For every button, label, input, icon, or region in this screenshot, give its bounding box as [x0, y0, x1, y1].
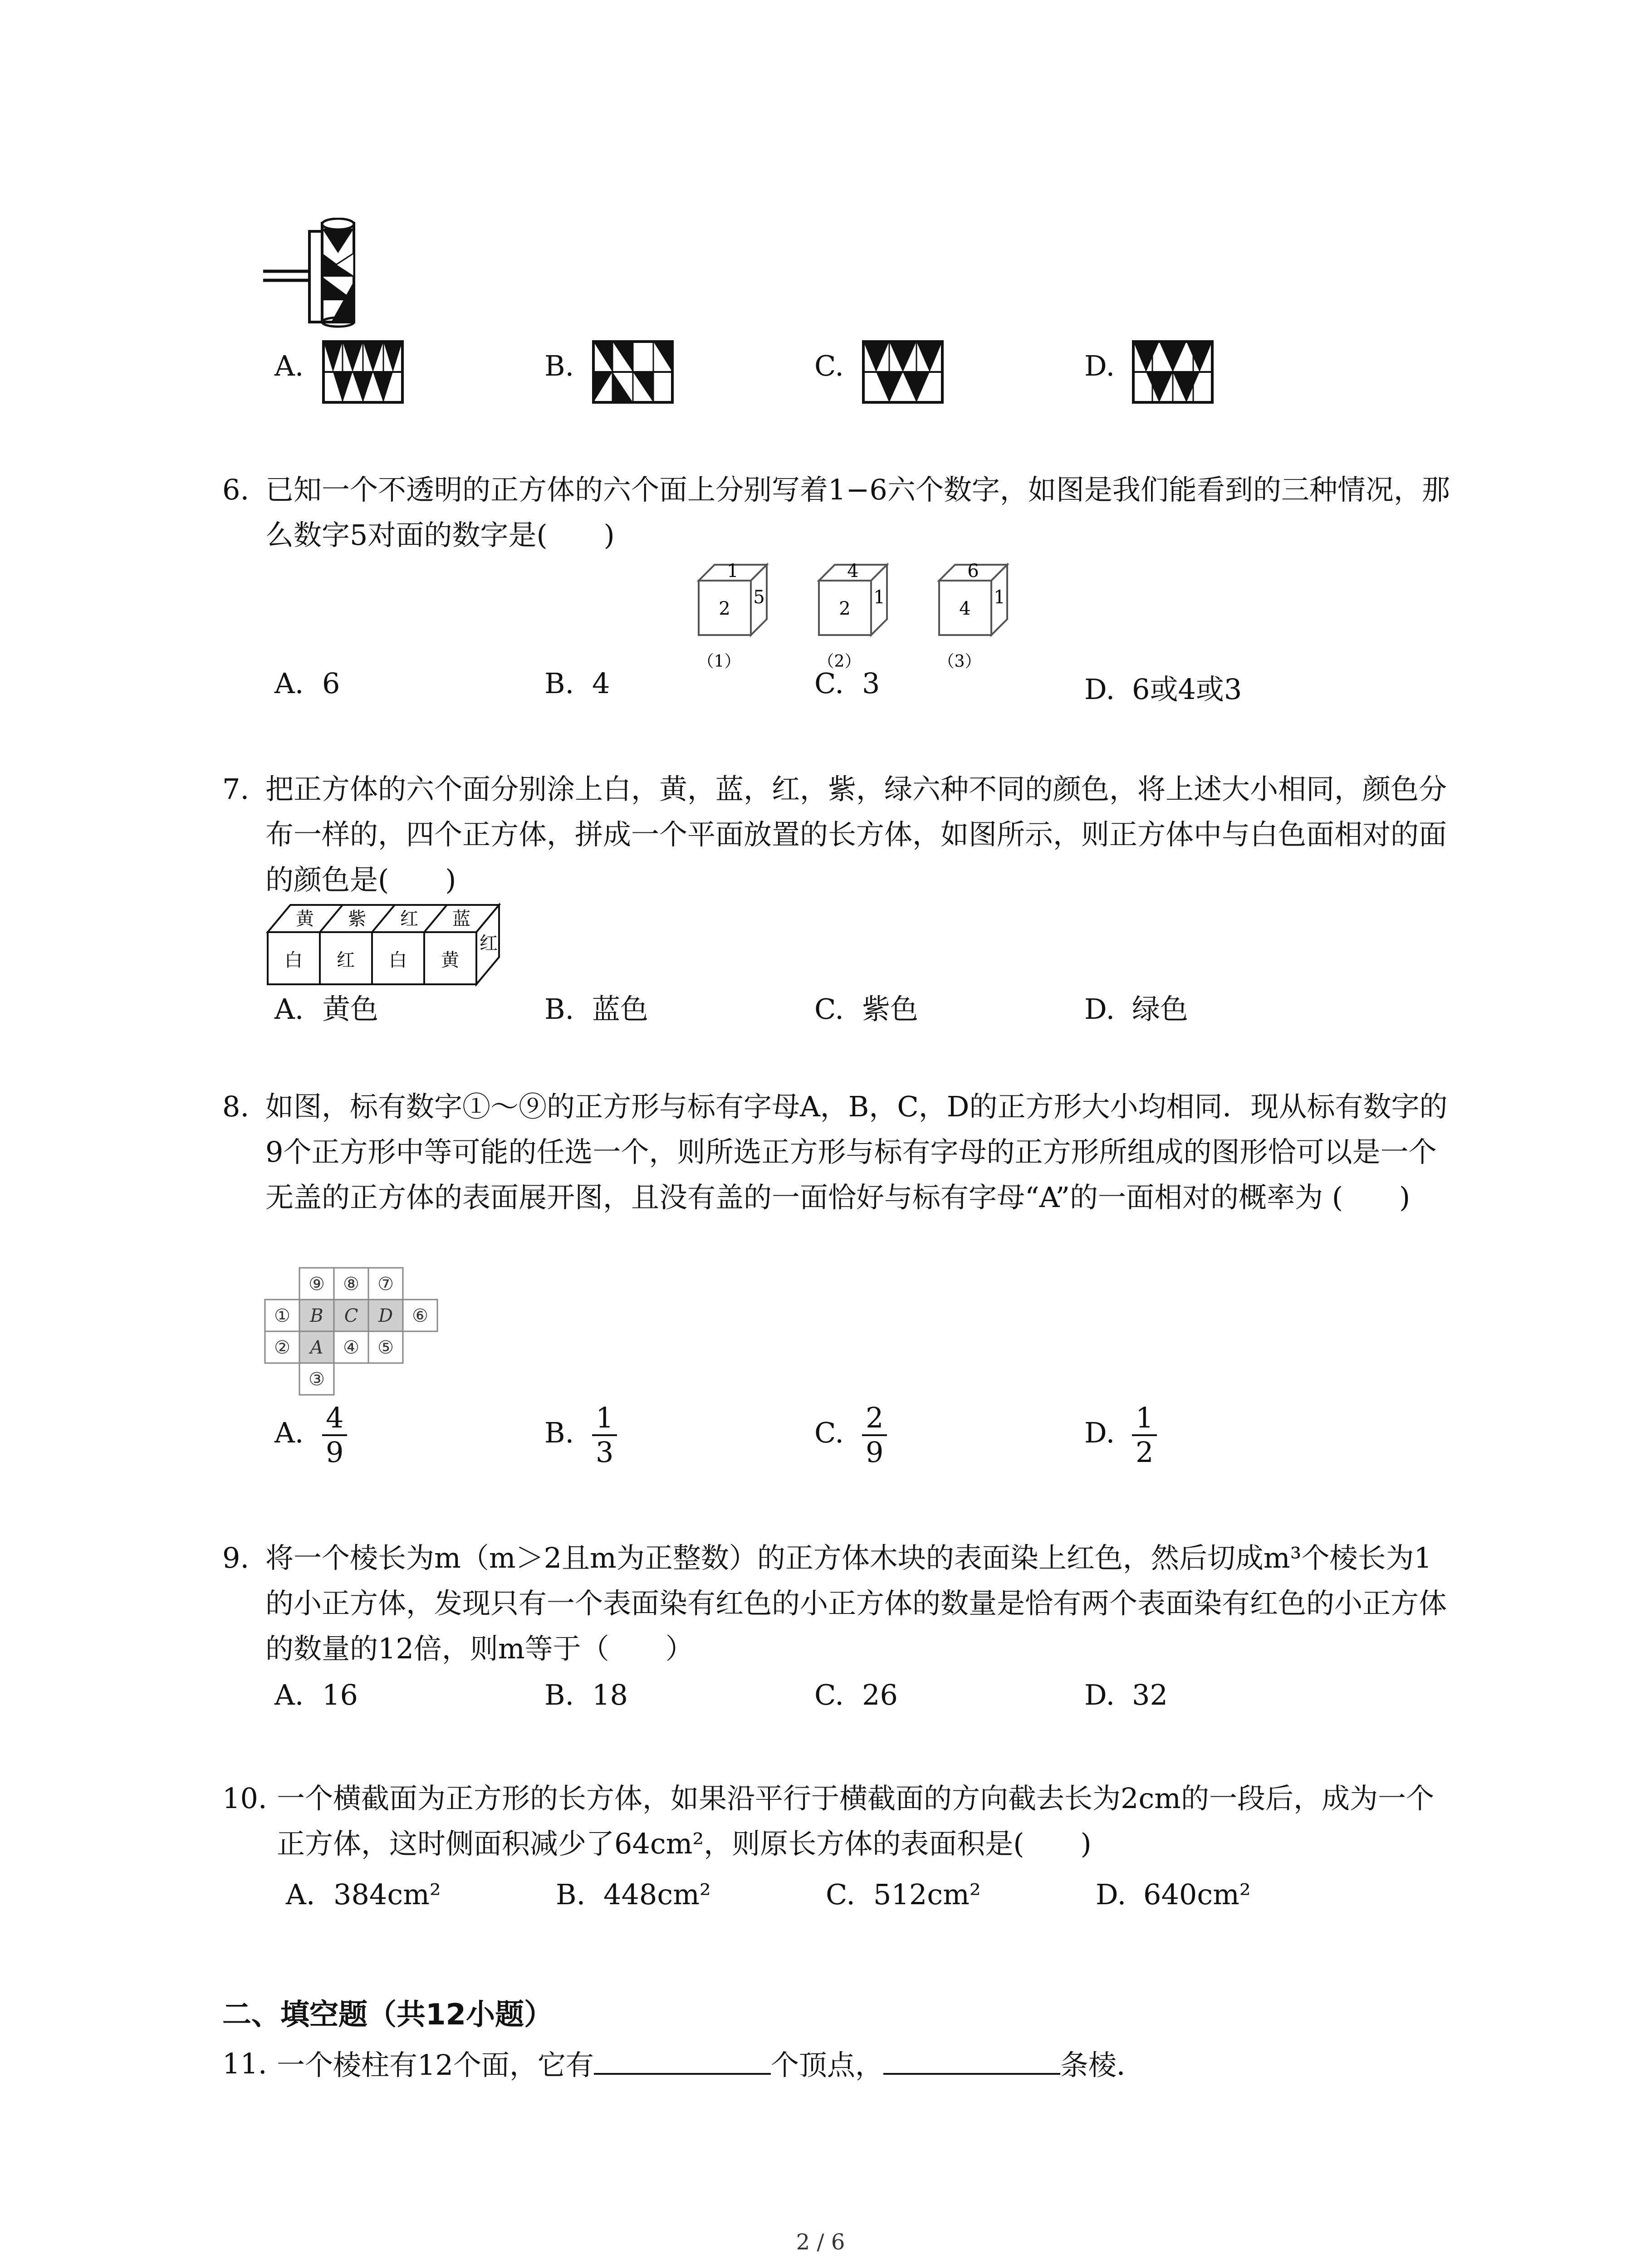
q10-option-c[interactable] — [826, 1878, 981, 1911]
q7-option-a[interactable] — [274, 987, 378, 1027]
question-10 — [222, 1776, 1456, 1867]
pattern-d-icon — [1132, 340, 1214, 404]
q8-options — [274, 1402, 1499, 1479]
cube-caption: （3） — [938, 652, 981, 671]
option-label: D. — [1084, 992, 1115, 1026]
question-7 — [222, 767, 1456, 903]
denominator: 9 — [326, 1436, 344, 1469]
option-label: A. — [274, 1678, 304, 1711]
q8-option-a[interactable] — [274, 1402, 347, 1469]
question-number: 6. — [222, 473, 250, 506]
cube-face-top: 6 — [967, 561, 979, 582]
denominator: 3 — [596, 1436, 614, 1469]
option-label: D. — [1084, 349, 1115, 382]
q5-options — [274, 349, 1499, 399]
option-label: D. — [1096, 1878, 1127, 1911]
q7-cuboid-figure — [263, 900, 508, 991]
q5-option-d[interactable] — [1084, 349, 1115, 382]
option-text: 6或4或3 — [1132, 673, 1242, 706]
front-face-label: 白 — [284, 950, 303, 971]
q9-options — [274, 1678, 1499, 1728]
top-face-label: 紫 — [348, 909, 366, 929]
cube-face-front: 2 — [719, 598, 730, 619]
option-text: 4 — [592, 667, 610, 700]
numerator: 2 — [862, 1402, 887, 1436]
q7-option-b[interactable] — [544, 987, 648, 1027]
grid-cell: A — [310, 1337, 323, 1358]
q5-option-c[interactable] — [814, 349, 844, 382]
grid-cell: ② — [274, 1337, 290, 1358]
question-text: 如图，标有数字①～⑨的正方形与标有字母A，B，C，D的正方形大小均相同．现从标有数字的9个正方形中等可能的任选一个，则所选正方形与标有字母的正方形所组成的图形恰可以是一个无盖的正方体的表面展开图，且没有盖的一面恰好与标有字母“A”的一面相对的概率为 ( ) — [265, 1090, 1448, 1214]
q7-options — [274, 987, 1499, 1036]
option-label: A. — [274, 1416, 304, 1450]
q7-option-d[interactable] — [1084, 987, 1188, 1027]
fraction — [322, 1402, 347, 1469]
option-text: 6 — [322, 667, 340, 700]
question-number: 8. — [222, 1090, 250, 1123]
grid-cell: ④ — [343, 1337, 359, 1358]
option-label: C. — [814, 1678, 844, 1711]
cube-face-right: 1 — [873, 587, 885, 608]
q9-option-b[interactable] — [544, 1678, 628, 1711]
option-label: A. — [286, 1878, 315, 1911]
cube-face-top: 1 — [727, 561, 739, 582]
cube-face-right: 5 — [753, 587, 765, 608]
option-label: C. — [814, 992, 844, 1026]
front-face-label: 红 — [337, 950, 355, 971]
grid-cell: B — [310, 1305, 323, 1326]
option-label: B. — [544, 1416, 574, 1450]
cube-face-front: 2 — [839, 598, 851, 619]
grid-cell: D — [378, 1305, 393, 1326]
q6-option-d[interactable] — [1084, 667, 1242, 707]
question-number: 11. — [222, 2047, 267, 2080]
q8-option-c[interactable] — [814, 1402, 887, 1469]
pattern-a-icon — [322, 340, 404, 404]
fill-blank-edges[interactable] — [883, 2041, 1060, 2075]
option-text: 紫色 — [862, 992, 919, 1026]
fill-blank-vertices[interactable] — [594, 2041, 771, 2075]
cube-caption: （2） — [818, 652, 861, 671]
cube-2 — [818, 561, 887, 671]
q10-option-a[interactable] — [286, 1878, 441, 1911]
grid-cell: ⑤ — [377, 1337, 394, 1358]
question-text: 将一个棱长为m（m＞2且m为正整数）的正方体木块的表面染上红色，然后切成m³个棱长为1的小正方体，发现只有一个表面染有红色的小正方体的数量是恰有两个表面染有红色的小正方体的数量的12倍，则m等于（ ） — [265, 1541, 1447, 1665]
q6-cube-figures — [694, 558, 1039, 676]
option-label: B. — [544, 667, 574, 700]
text-part: 一个棱柱有12个面，它有 — [277, 2048, 594, 2082]
grid-cell: ⑨ — [309, 1274, 325, 1295]
option-text: 640cm² — [1143, 1878, 1251, 1911]
denominator: 2 — [1136, 1436, 1154, 1469]
q6-option-b[interactable] — [544, 667, 610, 700]
option-text: 448cm² — [603, 1878, 711, 1911]
q8-option-b[interactable] — [544, 1402, 617, 1469]
roller-figure — [263, 218, 386, 340]
option-text: 绿色 — [1132, 992, 1189, 1026]
cube-face-right: 1 — [994, 587, 1005, 608]
front-face-label: 黄 — [441, 950, 459, 971]
q9-option-a[interactable] — [274, 1678, 358, 1711]
q10-option-d[interactable] — [1096, 1878, 1251, 1911]
fraction — [1132, 1402, 1157, 1469]
option-label: C. — [826, 1878, 855, 1911]
option-text: 蓝色 — [592, 992, 649, 1026]
option-text: 26 — [862, 1678, 898, 1711]
option-label: B. — [556, 1878, 586, 1911]
option-text: 32 — [1132, 1678, 1168, 1711]
cube-face-front: 4 — [959, 598, 971, 619]
text-part: 个顶点， — [770, 2048, 883, 2082]
option-label: D. — [1084, 673, 1115, 706]
page-number: 2 / 6 — [796, 2229, 845, 2255]
grid-cell: ① — [274, 1305, 290, 1326]
question-6 — [222, 467, 1456, 558]
q10-options — [286, 1878, 1511, 1928]
option-text: 3 — [862, 667, 880, 700]
option-label: A. — [274, 992, 304, 1026]
pattern-b-icon — [592, 340, 674, 404]
question-number: 7. — [222, 772, 250, 806]
question-text: 一个横截面为正方形的长方体，如果沿平行于横截面的方向截去长为2cm的一段后，成为一个正方体，这时侧面积减少了64cm²，则原长方体的表面积是( ) — [277, 1782, 1434, 1860]
option-label: A. — [274, 349, 304, 382]
q5-option-b[interactable] — [544, 349, 574, 382]
front-face-label: 白 — [389, 950, 407, 971]
question-number: 10. — [222, 1782, 267, 1815]
top-face-label: 蓝 — [452, 909, 470, 929]
fraction — [592, 1402, 617, 1469]
fraction — [862, 1402, 887, 1469]
question-8 — [222, 1084, 1456, 1220]
grid-cell: ⑥ — [412, 1305, 428, 1326]
option-text: 384cm² — [333, 1878, 441, 1911]
option-label: B. — [544, 1678, 574, 1711]
option-label: C. — [814, 1416, 844, 1450]
denominator: 9 — [866, 1436, 884, 1469]
grid-cell: ⑦ — [377, 1274, 394, 1295]
q6-options — [274, 667, 1499, 717]
grid-cell: C — [344, 1305, 358, 1326]
grid-cell: ⑧ — [343, 1274, 359, 1295]
q9-option-c[interactable] — [814, 1678, 898, 1711]
q6-option-a[interactable] — [274, 667, 340, 700]
option-text: 黄色 — [322, 992, 379, 1026]
q8-option-d[interactable] — [1084, 1402, 1157, 1469]
option-text: 512cm² — [873, 1878, 981, 1911]
numerator: 4 — [322, 1402, 347, 1436]
question-text: 已知一个不透明的正方体的六个面上分别写着1−6六个数字，如图是我们能看到的三种情况，那么数字5对面的数字是( ) — [265, 473, 1450, 552]
numerator: 1 — [1132, 1402, 1157, 1436]
q9-option-d[interactable] — [1084, 1678, 1168, 1711]
option-label: C. — [814, 667, 844, 700]
option-label: C. — [814, 349, 844, 382]
side-face-label: 红 — [480, 933, 498, 954]
cube-1 — [698, 561, 767, 671]
question-9 — [222, 1535, 1456, 1672]
q5-option-a[interactable] — [274, 349, 304, 382]
section-heading: 二、填空题（共12小题） — [222, 1998, 554, 2032]
text-part: 条棱． — [1060, 2048, 1145, 2082]
option-label: D. — [1084, 1416, 1115, 1450]
question-number: 9. — [222, 1541, 250, 1574]
option-label: B. — [544, 349, 574, 382]
question-text: 把正方体的六个面分别涂上白，黄，蓝，红，紫，绿六种不同的颜色，将上述大小相同，颜色分布一样的，四个正方体，拼成一个平面放置的长方体，如图所示，则正方体中与白色面相对的面的颜色是( ) — [265, 772, 1447, 896]
grid-cell: ③ — [309, 1369, 325, 1390]
q7-option-c[interactable] — [814, 987, 918, 1027]
option-label: A. — [274, 667, 304, 700]
question-text — [277, 2041, 1456, 2088]
q6-option-c[interactable] — [814, 667, 880, 700]
q8-net-grid-figure — [263, 1266, 445, 1402]
option-text: 16 — [322, 1678, 358, 1711]
question-11 — [222, 2041, 1456, 2088]
option-text: 18 — [592, 1678, 628, 1711]
cube-3 — [938, 561, 1007, 671]
top-face-label: 红 — [400, 909, 418, 929]
cube-caption: （1） — [697, 652, 741, 671]
pattern-c-icon — [862, 340, 944, 404]
option-label: D. — [1084, 1678, 1115, 1711]
q10-option-b[interactable] — [556, 1878, 711, 1911]
option-label: B. — [544, 992, 574, 1026]
cube-face-top: 4 — [847, 561, 859, 582]
top-face-label: 黄 — [296, 909, 314, 929]
numerator: 1 — [592, 1402, 617, 1436]
